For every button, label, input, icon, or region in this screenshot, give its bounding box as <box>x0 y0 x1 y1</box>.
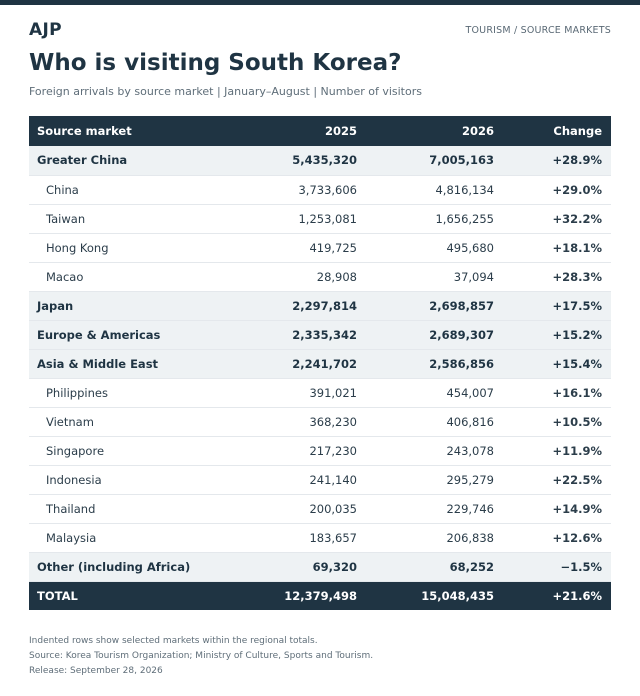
value-2025-cell: 368,230 <box>309 414 357 429</box>
change-cell: +29.0% <box>552 182 602 197</box>
change-cell: +12.6% <box>552 530 602 545</box>
change-cell: +15.2% <box>552 327 602 342</box>
market-name-cell: Hong Kong <box>46 240 109 255</box>
footnotes <box>29 634 373 679</box>
market-name-cell: Vietnam <box>46 414 94 429</box>
market-name-cell: Singapore <box>46 443 105 458</box>
value-2025-cell: 2,335,342 <box>292 327 357 342</box>
value-2025-cell: 419,725 <box>309 240 357 255</box>
total-row <box>29 581 611 610</box>
market-name-cell: Thailand <box>46 501 96 516</box>
page-subtitle: Foreign arrivals by source market | January–August | Number of visitors <box>29 85 422 98</box>
table-row <box>29 233 611 262</box>
value-2025-cell: 1,253,081 <box>298 211 357 226</box>
change-cell: +18.1% <box>552 240 602 255</box>
market-name-cell: Europe & Americas <box>37 327 161 342</box>
market-name-cell: Macao <box>46 269 84 284</box>
value-2025-cell: 3,733,606 <box>298 182 357 197</box>
arrivals-table <box>29 116 611 610</box>
value-2026-cell: 2,698,857 <box>429 298 494 313</box>
table-row <box>29 378 611 407</box>
footnote-indent: Indented rows show selected markets within the regional totals. <box>29 636 318 646</box>
section-label: TOURISM / SOURCE MARKETS <box>465 25 611 36</box>
value-2025-cell: 200,035 <box>309 501 357 516</box>
table-row <box>29 436 611 465</box>
change-cell: +16.1% <box>552 385 602 400</box>
change-cell: +17.5% <box>552 298 602 313</box>
value-2026-cell: 7,005,163 <box>429 153 494 168</box>
change-cell: +28.9% <box>552 153 602 168</box>
page-title: Who is visiting South Korea? <box>29 50 402 76</box>
market-name-cell: TOTAL <box>37 588 78 603</box>
table-row-group <box>29 291 611 320</box>
table-row <box>29 262 611 291</box>
market-name-cell: Asia & Middle East <box>37 356 159 371</box>
header-change: Change <box>494 116 611 146</box>
value-2025-cell: 69,320 <box>312 559 357 574</box>
value-2026-cell: 243,078 <box>446 443 494 458</box>
value-2025-cell: 12,379,498 <box>284 588 357 603</box>
value-2025-cell: 241,140 <box>309 472 357 487</box>
table-row <box>29 407 611 436</box>
change-cell: +15.4% <box>552 356 602 371</box>
market-name-cell: China <box>46 182 79 197</box>
value-2026-cell: 454,007 <box>446 385 494 400</box>
value-2025-cell: 2,241,702 <box>292 356 357 371</box>
value-2026-cell: 15,048,435 <box>421 588 494 603</box>
footnote-source: Source: Korea Tourism Organization; Ministry of Culture, Sports and Tourism. <box>29 651 374 661</box>
market-name-cell: Other (including Africa) <box>37 559 191 574</box>
value-2026-cell: 295,279 <box>446 472 494 487</box>
value-2025-cell: 217,230 <box>309 443 357 458</box>
value-2025-cell: 391,021 <box>309 385 357 400</box>
table-row-group <box>29 320 611 349</box>
value-2026-cell: 406,816 <box>446 414 494 429</box>
value-2026-cell: 495,680 <box>446 240 494 255</box>
value-2025-cell: 28,908 <box>316 269 357 284</box>
market-name-cell: Indonesia <box>46 472 102 487</box>
change-cell: +28.3% <box>552 269 602 284</box>
value-2026-cell: 2,586,856 <box>429 356 494 371</box>
value-2025-cell: 2,297,814 <box>292 298 357 313</box>
brand-logo: AJP <box>29 20 62 40</box>
change-cell: +14.9% <box>552 501 602 516</box>
header-2026: 2026 <box>357 116 494 146</box>
table-row <box>29 204 611 233</box>
market-name-cell: Philippines <box>46 385 108 400</box>
table-row-group <box>29 552 611 581</box>
change-cell: +11.9% <box>552 443 602 458</box>
header-2025: 2025 <box>239 116 357 146</box>
change-cell: −1.5% <box>560 559 602 574</box>
value-2026-cell: 1,656,255 <box>435 211 494 226</box>
table-header-row <box>29 116 611 146</box>
footnote-release: Release: September 28, 2026 <box>29 666 163 676</box>
table-body <box>29 146 611 610</box>
market-name-cell: Japan <box>37 298 74 313</box>
value-2025-cell: 183,657 <box>309 530 357 545</box>
value-2026-cell: 37,094 <box>453 269 494 284</box>
value-2026-cell: 206,838 <box>446 530 494 545</box>
change-cell: +22.5% <box>552 472 602 487</box>
header-source-market: Source market <box>29 116 239 146</box>
value-2026-cell: 68,252 <box>449 559 494 574</box>
table-row <box>29 465 611 494</box>
table-row-group <box>29 349 611 378</box>
table-row <box>29 494 611 523</box>
value-2026-cell: 2,689,307 <box>429 327 494 342</box>
change-cell: +10.5% <box>552 414 602 429</box>
value-2026-cell: 229,746 <box>446 501 494 516</box>
change-cell: +21.6% <box>552 588 602 603</box>
table-row <box>29 175 611 204</box>
market-name-cell: Greater China <box>37 153 128 168</box>
market-name-cell: Taiwan <box>46 211 86 226</box>
value-2025-cell: 5,435,320 <box>292 153 357 168</box>
value-2026-cell: 4,816,134 <box>435 182 494 197</box>
table-row-group <box>29 146 611 175</box>
market-name-cell: Malaysia <box>46 530 97 545</box>
change-cell: +32.2% <box>552 211 602 226</box>
top-accent-bar <box>0 0 640 5</box>
table-row <box>29 523 611 552</box>
